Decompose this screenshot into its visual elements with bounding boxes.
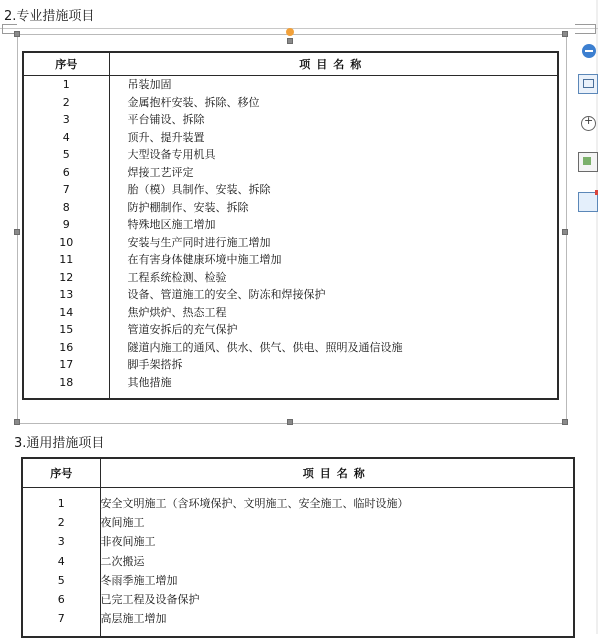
row-item-name: 吊装加固 [127, 78, 172, 92]
row-item-name: 隧道内施工的通风、供水、供气、供电、照明及通信设施 [127, 340, 403, 354]
row-item-name: 胎（模）具制作、安装、拆除 [127, 183, 271, 197]
row-index: 5 [22, 571, 100, 590]
row-item-name: 特殊地区施工增加 [127, 218, 216, 232]
table-body [23, 76, 558, 399]
row-item-name: 冬雨季施工增加 [100, 573, 178, 587]
row-index: 14 [23, 304, 109, 322]
row-index: 5 [23, 146, 109, 164]
layout-options-icon[interactable] [578, 74, 598, 94]
table-row [23, 234, 558, 252]
table-row [23, 269, 558, 287]
rotate-handle[interactable] [286, 28, 294, 36]
table-row [23, 321, 558, 339]
section-heading-professional: 2.专业措施项目 [4, 9, 95, 24]
row-item-name: 焦炉烘炉、热态工程 [127, 305, 227, 319]
table-row [23, 164, 558, 182]
table-row [23, 356, 558, 374]
header-index: 序号 [23, 52, 109, 76]
row-item-name: 焊接工艺评定 [127, 165, 194, 179]
table-row [23, 76, 558, 94]
table-row [23, 251, 558, 269]
table-row [23, 181, 558, 199]
resize-handle-top-left[interactable] [14, 31, 20, 37]
image-frame-icon[interactable] [578, 192, 598, 212]
row-index: 6 [22, 590, 100, 609]
table-row [22, 552, 574, 571]
row-index: 1 [23, 76, 109, 94]
header-name: 项目名称 [100, 458, 574, 488]
row-item-name: 其他措施 [127, 375, 172, 389]
row-index: 11 [23, 251, 109, 269]
zoom-in-icon[interactable] [581, 116, 596, 131]
ruler-line [0, 28, 598, 29]
row-index: 2 [22, 513, 100, 532]
row-item-name: 防护棚制作、安装、拆除 [127, 200, 249, 214]
ruler [0, 24, 598, 34]
row-item-name: 管道安拆后的充气保护 [127, 323, 238, 337]
header-name: 项目名称 [109, 52, 558, 76]
resize-handle-top-right[interactable] [562, 31, 568, 37]
table-row [22, 488, 574, 514]
row-index: 6 [23, 164, 109, 182]
table-row [23, 339, 558, 357]
table-row [23, 286, 558, 304]
row-item-name: 顶升、提升装置 [127, 130, 205, 144]
table-row [23, 304, 558, 322]
table-row [23, 94, 558, 112]
section-heading-general: 3.通用措施项目 [14, 436, 105, 451]
resize-handle-bottom-left[interactable] [14, 419, 20, 425]
table-header-row [23, 52, 558, 76]
row-item-name: 金属抱杆安装、拆除、移位 [127, 95, 260, 109]
table-row [23, 111, 558, 129]
row-index: 4 [22, 552, 100, 571]
professional-measures-table[interactable] [22, 51, 559, 400]
row-index: 1 [22, 488, 100, 514]
resize-handle-bottom-right[interactable] [562, 419, 568, 425]
table-row [23, 146, 558, 164]
table-row [23, 129, 558, 147]
row-index: 2 [23, 94, 109, 112]
row-item-name: 已完工程及设备保护 [100, 593, 200, 607]
general-measures-table[interactable] [21, 457, 575, 638]
row-item-name: 设备、管道施工的安全、防冻和焊接保护 [127, 288, 326, 302]
resize-handle-bottom[interactable] [287, 419, 293, 425]
header-index: 序号 [22, 458, 100, 488]
row-item-name: 脚手架搭拆 [127, 358, 183, 372]
table-row [23, 199, 558, 217]
table-header-row [22, 458, 574, 488]
table-row [23, 374, 558, 399]
table-row [22, 533, 574, 552]
row-index: 12 [23, 269, 109, 287]
row-item-name: 工程系统检测、检验 [127, 270, 227, 284]
table-body [22, 488, 574, 637]
row-index: 9 [23, 216, 109, 234]
row-item-name: 平台铺设、拆除 [127, 113, 205, 127]
row-item-name: 高层施工增加 [100, 611, 167, 625]
row-index: 16 [23, 339, 109, 357]
row-index: 13 [23, 286, 109, 304]
row-item-name: 安全文明施工（含环境保护、文明施工、安全施工、临时设施） [100, 496, 409, 510]
row-index: 3 [23, 111, 109, 129]
row-index: 7 [23, 181, 109, 199]
row-item-name: 大型设备专用机具 [127, 148, 216, 162]
ruler-right-margin[interactable] [575, 24, 596, 34]
row-item-name: 二次搬运 [100, 554, 145, 568]
resize-handle-left[interactable] [14, 229, 20, 235]
row-index: 8 [23, 199, 109, 217]
row-index: 4 [23, 129, 109, 147]
resize-handle-top[interactable] [287, 38, 293, 44]
row-item-name: 在有害身体健康环境中施工增加 [127, 253, 282, 267]
row-index: 17 [23, 356, 109, 374]
table-row [22, 571, 574, 590]
row-item-name: 安装与生产同时进行施工增加 [127, 235, 271, 249]
table-row [23, 216, 558, 234]
collapse-minus-icon[interactable] [582, 44, 596, 58]
table-row [22, 513, 574, 532]
row-item-name: 夜间施工 [100, 515, 145, 529]
resize-handle-right[interactable] [562, 229, 568, 235]
table-row [22, 610, 574, 637]
row-index: 7 [22, 610, 100, 637]
table-row [22, 590, 574, 609]
row-index: 10 [23, 234, 109, 252]
row-index: 18 [23, 374, 109, 399]
row-index: 15 [23, 321, 109, 339]
crop-image-icon[interactable] [578, 152, 598, 172]
row-index: 3 [22, 533, 100, 552]
row-item-name: 非夜间施工 [100, 535, 156, 549]
